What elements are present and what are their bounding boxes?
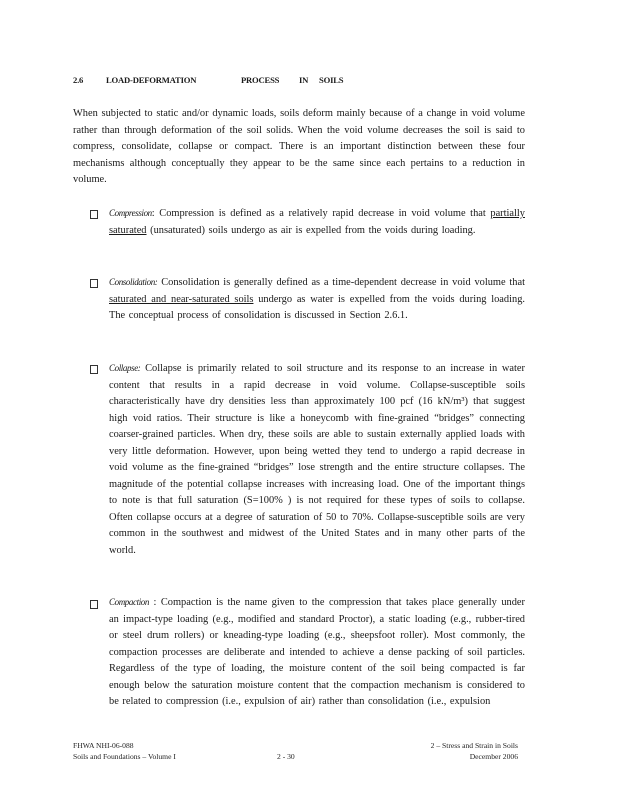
term-collapse: Collapse:	[109, 363, 141, 373]
heading-word-1: LOAD-DEFORMATION	[106, 75, 197, 85]
footer-chapter: 2 – Stress and Strain in Soils	[430, 741, 518, 750]
footer-doc-title: Soils and Foundations – Volume I	[73, 752, 176, 761]
footer-left	[73, 740, 176, 762]
footer-doc-number: FHWA NHI-06-088	[73, 741, 134, 750]
page-number: 2 - 30	[277, 752, 295, 761]
consolidation-text-1: Consolidation is generally defined as a time-dependent decrease in void volume that	[157, 277, 525, 288]
collapse-text: Collapse is primarily related to soil structure and its response to an increase in water content that results in a rapid decrease in void volume. Collapse-susceptible soils characteristically have dry densities less than approximately 100 pcf (16 kN/m³) that suggest high void ratios. Their structure is like a honeycomb with fine-grained “bridges” connecting coarser-grained particles. When dry, these soils are able to sustain externally applied loads with very little deformation. However, upon being wetted they tend to undergo a rapid decrease in void volume as the fine-grained “bridges” lose strength and the entire structure collapses. The magnitude of the potential collapse increases with increasing load. One of the important things to note is that full saturation (S=100% ) is not required for these types of soils to collapse. Often collapse occurs at a degree of saturation of 50 to 70%. Collapse-susceptible soils are very common in the southwest and midwest of the United States and in many other parts of the world.	[109, 363, 525, 556]
term-compression: Compression	[109, 208, 152, 218]
bullet-collapse	[109, 360, 525, 559]
compression-underlined: partially saturated	[109, 208, 525, 236]
term-consolidation: Consolidation:	[109, 277, 158, 287]
bullet-compaction	[109, 594, 525, 711]
section-heading	[73, 75, 543, 85]
bullet-box-icon	[90, 279, 98, 288]
term-compaction: Compaction	[109, 597, 149, 607]
heading-word-4: SOILS	[319, 75, 344, 85]
bullet-box-icon	[90, 365, 98, 374]
bullet-compression	[109, 205, 525, 239]
compression-text-2: (unsaturated) soils undergo as air is expelled from the voids during loading.	[146, 224, 476, 236]
bullet-consolidation	[109, 274, 525, 325]
consolidation-text-2: undergo as water is expelled from the voids during loading. The conceptual process of consolidation is discussed in Section 2.6.1.	[109, 293, 525, 321]
intro-paragraph: When subjected to static and/or dynamic loads, soils deform mainly because of a change in void volume rather than through deformation of the soil solids. When the void volume decreases the soil is said to compress, consolidate, collapse or compact. There is an important distinction between these four mechanisms although conceptually they appear to be the same since each pertains to a reduction in volume.	[73, 108, 525, 185]
bullet-box-icon	[90, 210, 98, 219]
section-number: 2.6	[73, 75, 84, 85]
bullet-box-icon	[90, 600, 98, 609]
compression-text-1: : Compression is defined as a relatively rapid decrease in void volume that	[151, 208, 491, 219]
heading-word-3: IN	[299, 75, 309, 85]
compaction-text: : Compaction is the name given to the compression that takes place generally under an impact-type loading (e.g., modified and standard Proctor), a static loading (e.g., rubber-tired or steel drum rollers) or kneading-type loading (e.g., sheepsfoot roller). Most commonly, the compaction processes are deliberate and intended to achieve a dense packing of soil particles. Regardless of the type of loading, the moisture content of the soil being compacted is far enough below the saturation moisture content that the compaction mechanism is considered to be related to compression (i.e., expulsion of air) rather than consolidation (i.e., expulsion	[109, 597, 525, 707]
footer-right	[410, 740, 518, 762]
heading-word-2: PROCESS	[241, 75, 280, 85]
consolidation-underlined: saturated and near-saturated soils	[109, 293, 254, 305]
footer-date: December 2006	[469, 752, 518, 761]
